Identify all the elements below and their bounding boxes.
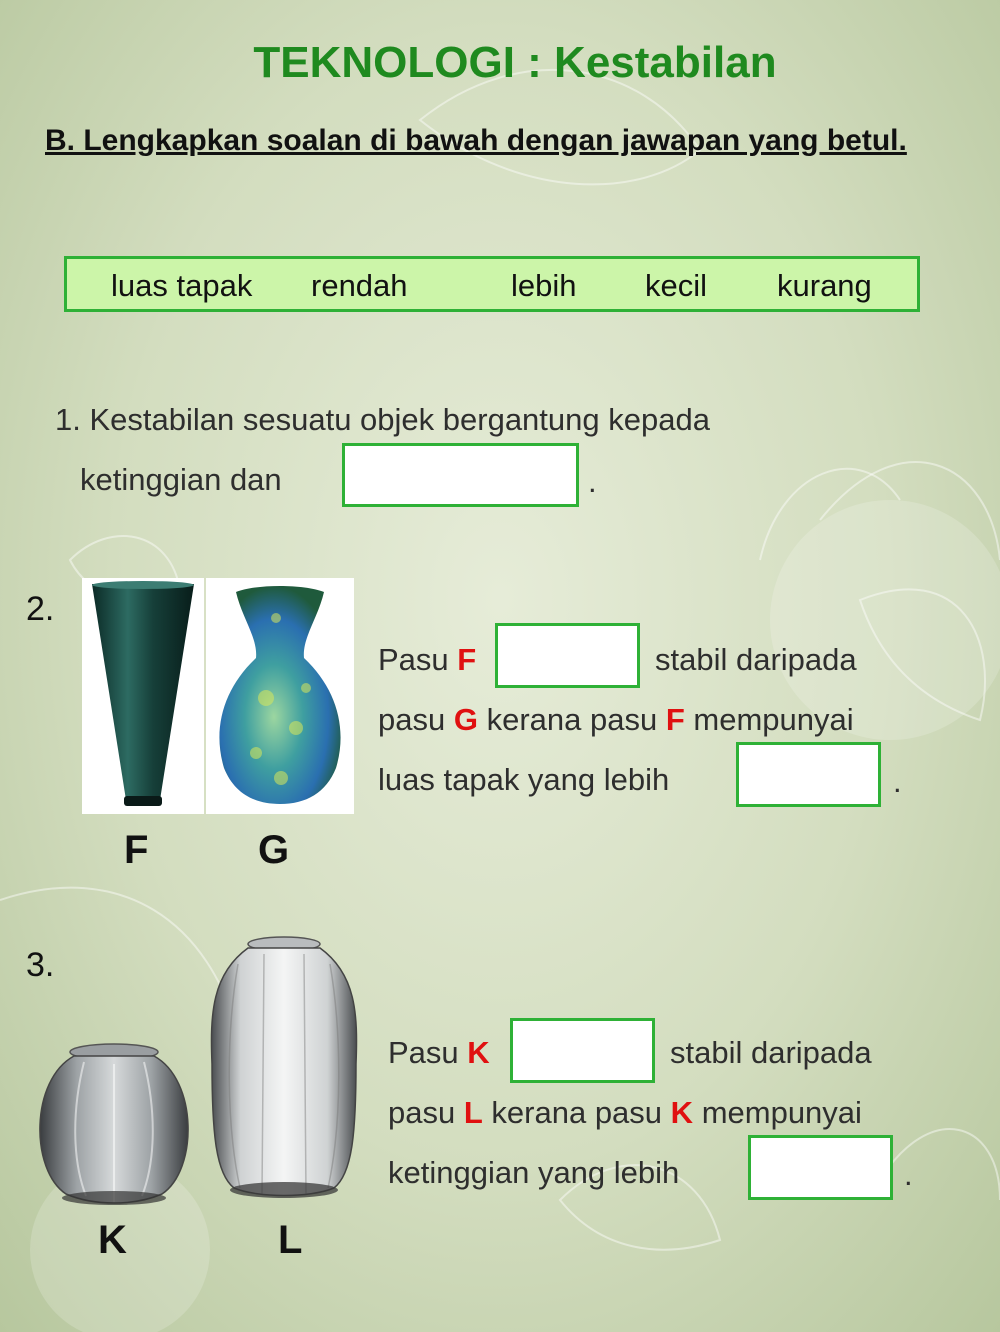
vase-l-image	[208, 934, 360, 1202]
q2-answer-box-2[interactable]	[736, 742, 881, 807]
page-title: TEKNOLOGI : Kestabilan	[253, 38, 777, 87]
vase-k-icon	[34, 1040, 194, 1208]
q1-period: .	[588, 464, 597, 499]
label-f: F	[124, 828, 149, 872]
q3-line3: ketinggian yang lebih	[388, 1155, 680, 1190]
q3-line1-start: Pasu K	[388, 1035, 490, 1070]
vase-g-icon	[206, 578, 354, 814]
vase-k-image	[34, 1040, 194, 1208]
vase-l-icon	[208, 934, 360, 1202]
q3-period: .	[904, 1157, 913, 1192]
vase-f-image	[82, 578, 204, 814]
q2-answer-box-1[interactable]	[495, 623, 640, 688]
q3-line1-end: stabil daripada	[670, 1035, 872, 1070]
label-k: K	[98, 1218, 127, 1262]
q3-number: 3.	[26, 946, 55, 984]
word-bank	[64, 256, 920, 312]
q1-line1: 1. Kestabilan sesuatu objek bergantung kepada	[55, 402, 710, 437]
q2-line1-end: stabil daripada	[655, 642, 857, 677]
word-option[interactable]: kecil	[645, 268, 708, 303]
vase-g-image	[206, 578, 354, 814]
word-option[interactable]: kurang	[777, 268, 872, 303]
q2-period: .	[893, 764, 902, 799]
label-g: G	[258, 828, 290, 872]
q2-line2: pasu G kerana pasu F mempunyai	[378, 702, 854, 737]
word-option[interactable]: lebih	[511, 268, 577, 303]
q3-answer-box-2[interactable]	[748, 1135, 893, 1200]
q2-line1-start: Pasu F	[378, 642, 477, 677]
label-l: L	[278, 1218, 303, 1262]
q1-line2: ketinggian dan	[80, 462, 282, 497]
word-option[interactable]: rendah	[311, 268, 408, 303]
q3-answer-box-1[interactable]	[510, 1018, 655, 1083]
word-option[interactable]: luas tapak	[111, 268, 253, 303]
vase-f-icon	[82, 578, 204, 814]
instruction-text: B. Lengkapkan soalan di bawah dengan jawapan yang betul.	[45, 124, 907, 157]
q1-number: 1.	[55, 402, 81, 437]
q2-number: 2.	[26, 590, 55, 628]
q2-line3: luas tapak yang lebih	[378, 762, 670, 797]
q3-line2: pasu L kerana pasu K mempunyai	[388, 1095, 862, 1130]
q1-answer-box[interactable]	[342, 443, 579, 507]
